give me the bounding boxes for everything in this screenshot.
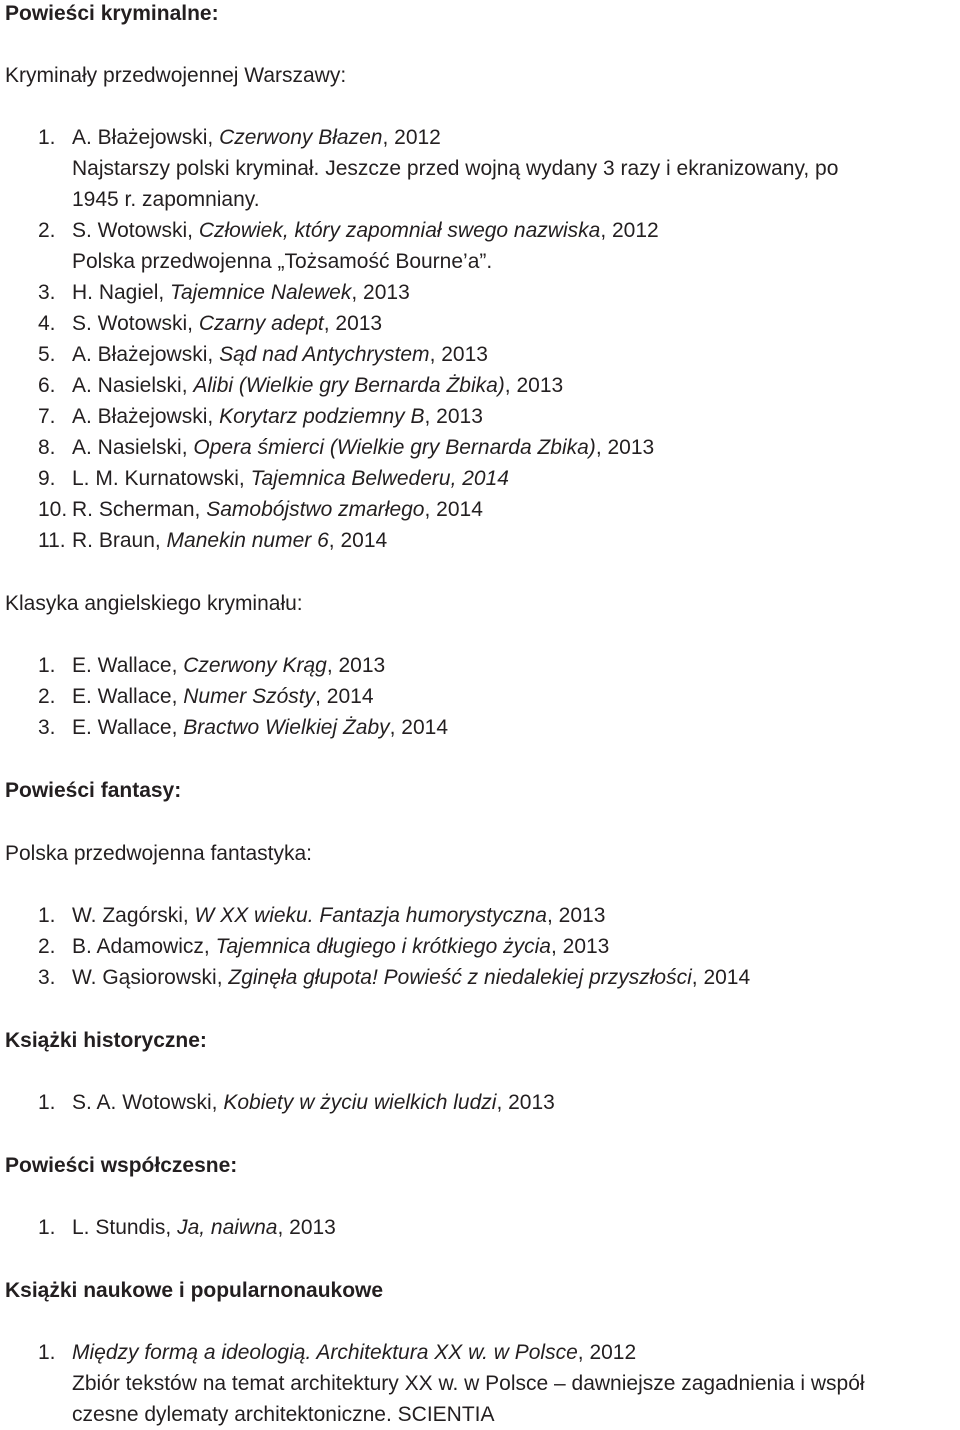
item-year: , 2013 [496,1091,555,1114]
item-title: Sąd nad Antychrystem [219,343,430,366]
item-year: , 2012 [600,219,659,242]
item-author: R. Scherman, [72,498,207,521]
item-year: , 2013 [351,281,410,304]
section-heading-contemporary: Powieści współczesne: [5,1154,238,1177]
item-title: Manekin numer 6 [166,529,329,552]
item-number: 1. [38,654,56,677]
item-number: 10. [38,498,68,521]
item-number: 6. [38,374,56,397]
item-year: , 2014 [315,685,374,708]
item-year: , 2013 [547,904,606,927]
item-number: 1. [38,904,56,927]
item-title: Czerwony Błazen [219,126,383,149]
item-title: Alibi (Wielkie gry Bernarda Żbika) [193,374,505,397]
subheading-english-classics: Klasyka angielskiego kryminału: [5,592,303,615]
item-title: W XX wieku. Fantazja humorystyczna [194,904,547,927]
item-note: 1945 r. zapomniany. [72,188,260,211]
item-author: L. Stundis, [72,1216,178,1239]
section-heading-fantasy: Powieści fantasy: [5,779,182,802]
section-heading-crime: Powieści kryminalne: [5,2,219,25]
item-author: A. Nasielski, [72,436,194,459]
item-author: S. A. Wotowski, [72,1091,224,1114]
item-author: R. Braun, [72,529,167,552]
item-note: czesne dylematy architektoniczne. SCIENTIA [72,1403,495,1426]
item-number: 11. [38,529,66,552]
item-year: , 2014 [328,529,388,552]
item-number: 2. [38,935,56,958]
subheading-prewar-fantasy: Polska przedwojenna fantastyka: [5,842,313,865]
item-author: S. Wotowski, [72,312,199,335]
item-year: , 2013 [323,312,383,335]
item-author: E. Wallace, [72,654,184,677]
item-title: Zginęła głupota! Powieść z niedalekiej przyszłości [228,966,692,989]
item-year: , 2013 [424,405,483,428]
item-year: , 2014 [691,966,751,989]
item-number: 1. [38,126,56,149]
item-title: Człowiek, który zapomniał swego nazwiska [198,219,601,242]
item-author: A. Nasielski, [72,374,194,397]
item-author: A. Błażejowski, [72,343,220,366]
item-title: Bractwo Wielkiej Żaby [183,716,390,739]
item-number: 5. [38,343,56,366]
item-title: Tajemnica Belwederu, 2014 [250,467,509,490]
item-title: Czerwony Krąg [183,654,327,677]
item-title: Ja, naiwna [177,1216,278,1239]
item-number: 1. [38,1216,56,1239]
item-author: E. Wallace, [72,685,184,708]
item-title: Samobójstwo zmarłego [206,498,425,521]
item-note: Polska przedwojenna „Tożsamość Bourne’a”. [72,250,493,273]
item-note: Zbiór tekstów na temat architektury XX w. w Polsce – dawniejsze zagadnienia i współ [72,1372,865,1395]
item-year: , 2013 [429,343,488,366]
subheading-prewar-warsaw: Kryminały przedwojennej Warszawy: [5,64,347,87]
item-number: 3. [38,281,56,304]
section-heading-history: Książki historyczne: [5,1029,207,1052]
item-author: W. Zagórski, [72,904,195,927]
item-title: Opera śmierci (Wielkie gry Bernarda Zbika) [193,436,596,459]
item-year: , 2014 [389,716,449,739]
item-year: , 2013 [595,436,655,459]
item-year: , 2013 [550,935,610,958]
item-number: 1. [38,1091,56,1114]
item-year: , 2012 [382,126,441,149]
item-number: 3. [38,966,56,989]
item-author: A. Błażejowski, [72,405,220,428]
item-author: S. Wotowski, [72,219,199,242]
item-author: E. Wallace, [72,716,184,739]
item-number: 8. [38,436,56,459]
item-author: B. Adamowicz, [72,935,216,958]
item-number: 1. [38,1341,56,1364]
item-title: Tajemnica długiego i krótkiego życia [215,935,551,958]
item-author: H. Nagiel, [72,281,171,304]
item-author: A. Błażejowski, [72,126,220,149]
item-number: 9. [38,467,56,490]
item-year: , 2013 [277,1216,336,1239]
item-year: , 2013 [326,654,386,677]
item-author: W. Gąsiorowski, [72,966,229,989]
item-number: 4. [38,312,56,335]
item-number: 7. [38,405,56,428]
item-title: Tajemnice Nalewek [170,281,352,304]
item-year: , 2014 [424,498,483,521]
item-title: Kobiety w życiu wielkich ludzi [223,1091,497,1114]
item-number: 2. [38,219,56,242]
item-year: , 2012 [577,1341,637,1364]
item-title: Między formą a ideologią. Architektura XX w. w Polsce [72,1341,578,1364]
item-author: L. M. Kurnatowski, [72,467,251,490]
item-year: , 2013 [504,374,564,397]
section-heading-science: Książki naukowe i popularnonaukowe [5,1279,384,1302]
item-note: Najstarszy polski kryminał. Jeszcze przed wojną wydany 3 razy i ekranizowany, po [72,157,839,180]
item-number: 3. [38,716,56,739]
item-title: Numer Szósty [183,685,316,708]
item-title: Czarny adept [198,312,324,335]
item-number: 2. [38,685,56,708]
item-title: Korytarz podziemny B [219,405,425,428]
